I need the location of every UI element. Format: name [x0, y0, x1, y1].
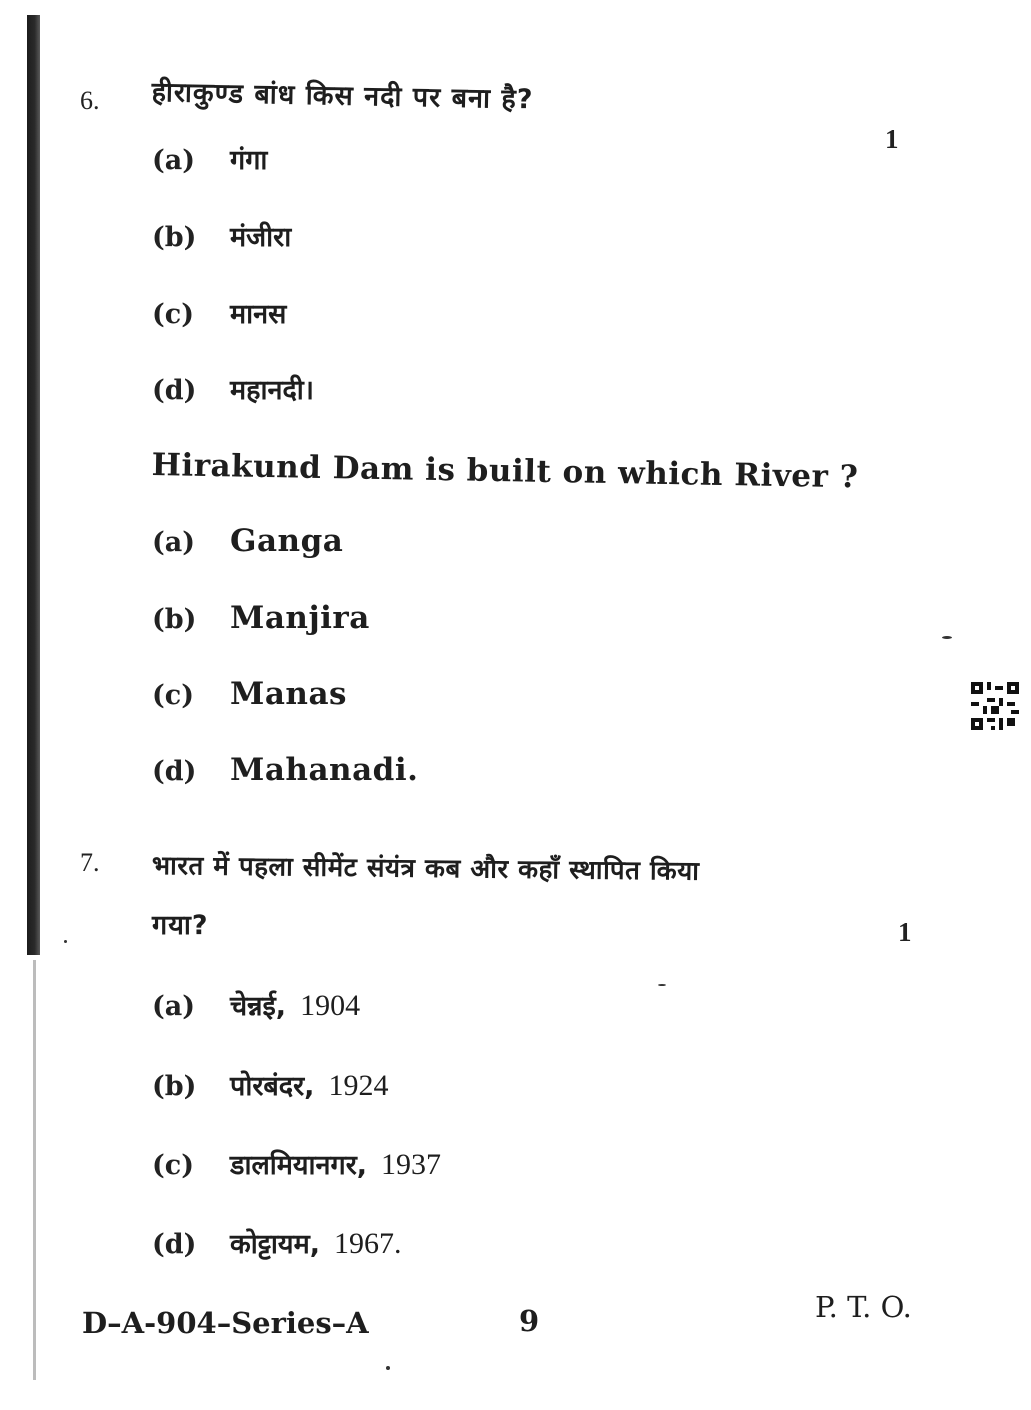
option-year: 1924	[328, 1069, 389, 1102]
q7-option-c	[152, 1145, 441, 1182]
option-text: Mahanadi.	[230, 752, 419, 788]
option-text: गंगा	[230, 145, 268, 176]
question-7-number: 7.	[80, 848, 100, 877]
q7-option-b	[152, 1066, 388, 1103]
option-letter: (c)	[152, 1150, 194, 1181]
paper-code: D–A-904–Series–A	[82, 1306, 369, 1340]
q6-option-hi-a	[152, 140, 267, 177]
q6-option-hi-c	[152, 294, 286, 331]
option-letter: (c)	[152, 299, 194, 330]
q6-option-en-b	[152, 600, 370, 636]
option-place: चेन्नई,	[230, 991, 287, 1022]
option-letter: (a)	[152, 145, 196, 176]
option-text: Ganga	[230, 523, 344, 559]
option-year: 1904	[300, 989, 361, 1022]
q7-option-a	[152, 986, 360, 1023]
qr-code-icon	[971, 682, 1019, 730]
binding-margin-bar	[27, 15, 40, 955]
q6-option-en-a	[152, 523, 343, 559]
option-text: Manjira	[230, 600, 370, 636]
option-year: 1967.	[334, 1227, 402, 1260]
option-place: पोरबंदर,	[230, 1071, 315, 1102]
scan-speck	[386, 1366, 390, 1370]
scan-speck	[942, 636, 952, 639]
option-letter: (b)	[152, 222, 197, 253]
scan-speck	[658, 984, 666, 986]
question-7-text-hindi-line1: भारत में पहला सीमेंट संयंत्र कब और कहाँ स्थापित किया	[151, 850, 700, 887]
q6-option-hi-d	[152, 370, 314, 407]
question-7-text-hindi-line2: गया?	[152, 910, 209, 941]
question-6-text-hindi: हीराकुण्ड बांध किस नदी पर बना है?	[151, 76, 534, 116]
option-letter: (c)	[152, 680, 194, 711]
option-letter: (b)	[152, 1071, 197, 1102]
question-7-marks: 1	[898, 917, 912, 947]
option-year: 1937	[381, 1148, 442, 1181]
q6-option-en-d	[152, 752, 418, 788]
scan-speck	[64, 940, 67, 943]
option-letter: (d)	[152, 1229, 197, 1260]
option-place: कोट्टायम,	[230, 1229, 320, 1260]
question-6-text-english: Hirakund Dam is built on which River ?	[151, 447, 859, 496]
question-6-number: 6.	[80, 86, 100, 115]
option-letter: (d)	[152, 375, 197, 406]
question-6-marks: 1	[885, 124, 899, 154]
option-letter: (d)	[152, 756, 197, 787]
option-letter: (a)	[152, 527, 196, 558]
q6-option-hi-b	[152, 217, 291, 254]
option-text: मानस	[230, 299, 287, 330]
option-text: Manas	[230, 676, 347, 712]
option-letter: (b)	[152, 604, 197, 635]
q6-option-en-c	[152, 676, 347, 712]
binding-margin-line	[33, 960, 36, 1380]
please-turn-over: P. T. O.	[815, 1290, 912, 1324]
option-text: मंजीरा	[230, 222, 292, 253]
page-number: 9	[519, 1304, 540, 1338]
option-letter: (a)	[152, 991, 196, 1022]
q7-option-d	[152, 1224, 402, 1261]
option-text: महानदी।	[230, 375, 315, 406]
option-place: डालमियानगर,	[230, 1150, 368, 1181]
